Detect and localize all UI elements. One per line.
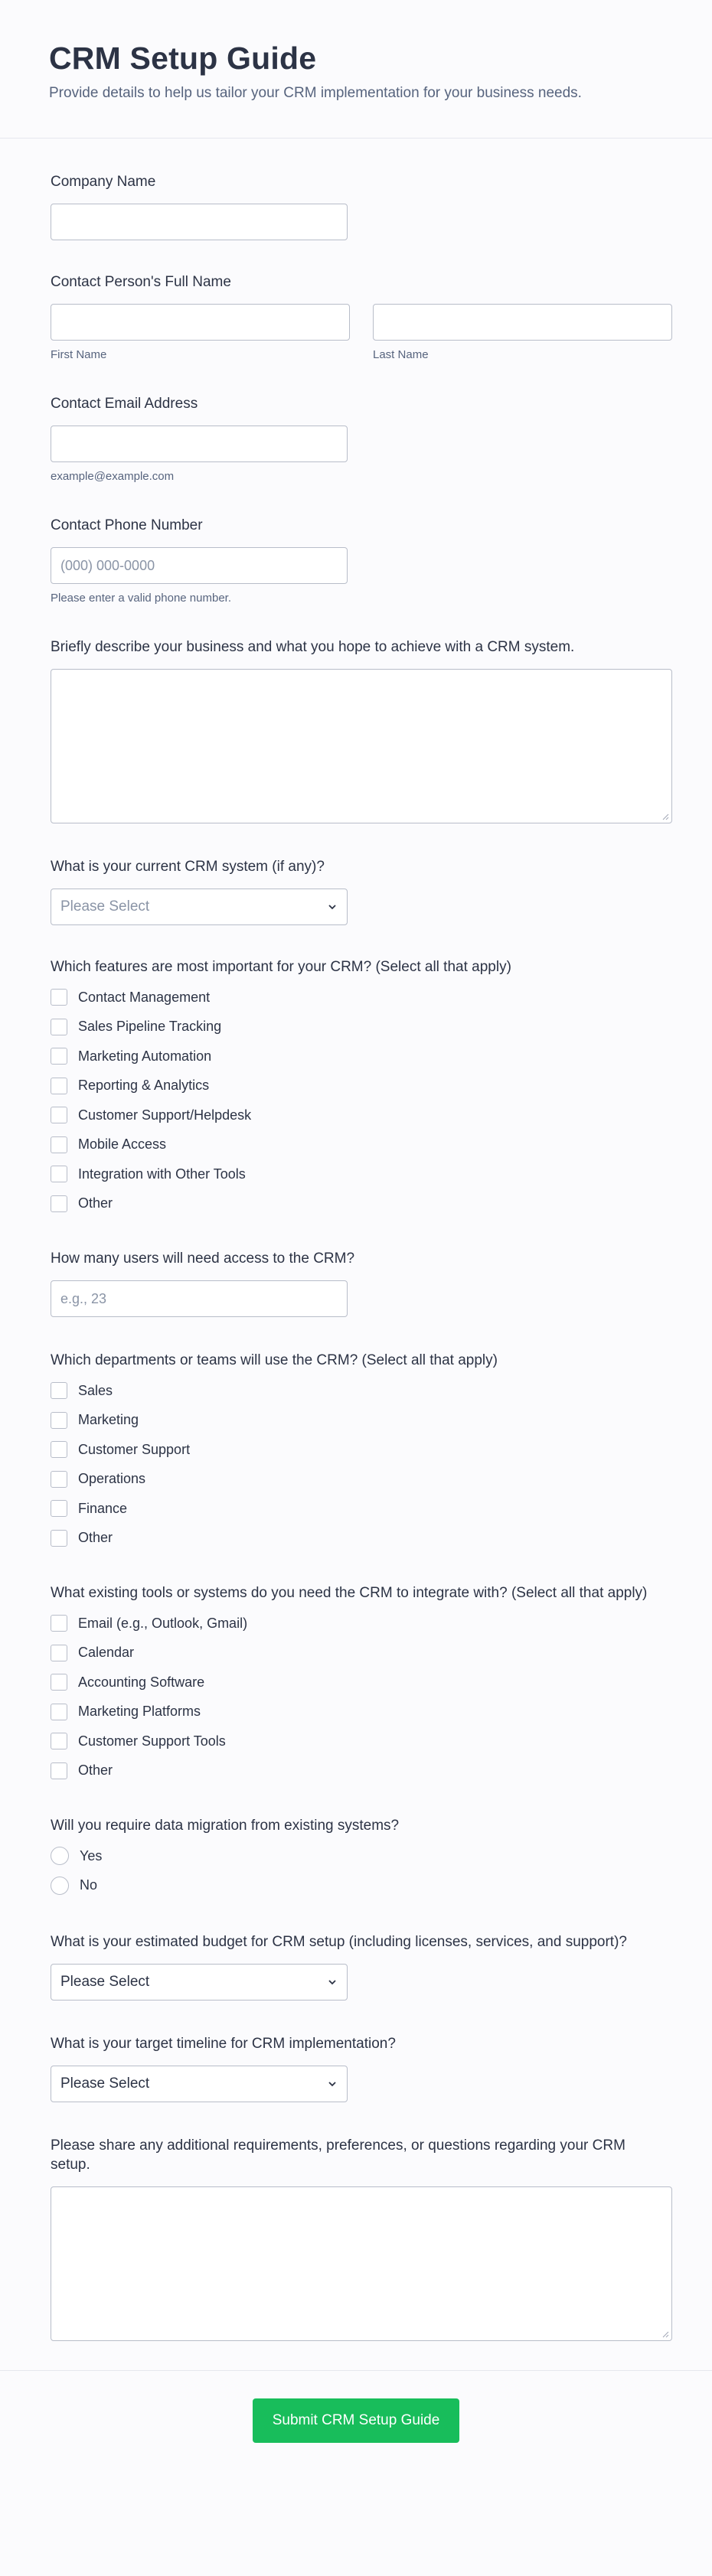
integration-option[interactable]: Customer Support Tools [51, 1727, 661, 1756]
department-option[interactable]: Customer Support [51, 1435, 661, 1465]
name-row [51, 304, 661, 362]
checkbox[interactable] [51, 1615, 67, 1632]
company-input[interactable] [51, 204, 348, 240]
first-name-input[interactable] [51, 304, 350, 341]
description-textarea[interactable] [51, 669, 672, 823]
feature-option[interactable]: Sales Pipeline Tracking [51, 1012, 661, 1042]
form-body [0, 139, 712, 2350]
submit-button[interactable]: Submit CRM Setup Guide [253, 2398, 459, 2443]
additional-field [40, 2111, 672, 2350]
integration-option[interactable]: Other [51, 1756, 661, 1786]
checkbox[interactable] [51, 1019, 67, 1035]
feature-option[interactable]: Customer Support/Helpdesk [51, 1101, 661, 1130]
current-crm-field [40, 833, 672, 934]
checkbox[interactable] [51, 1107, 67, 1123]
integrations-label: What existing tools or systems do you need the CRM to integrate with? (Select all that apply) [51, 1585, 648, 1601]
chevron-down-icon [327, 902, 338, 912]
phone-field [40, 493, 672, 615]
email-input[interactable] [51, 426, 348, 462]
department-option[interactable]: Sales [51, 1376, 661, 1406]
users-input[interactable]: e.g., 23 [51, 1280, 348, 1317]
resize-handle-icon[interactable] [661, 813, 669, 820]
integrations-field [40, 1562, 672, 1795]
department-option[interactable]: Marketing [51, 1406, 661, 1436]
department-option[interactable]: Operations [51, 1465, 661, 1495]
checkbox[interactable] [51, 1412, 67, 1429]
budget-select[interactable] [51, 1964, 348, 2000]
email-label: Contact Email Address [51, 396, 198, 412]
chevron-down-icon [327, 1977, 338, 1987]
email-sublabel: example@example.com [51, 470, 175, 483]
migration-options [51, 1841, 661, 1900]
contact-name-label: Contact Person's Full Name [51, 274, 231, 290]
page-subtitle: Provide details to help us tailor your CRM implementation for your business needs. [49, 85, 582, 101]
checkbox[interactable] [51, 1733, 67, 1749]
current-crm-placeholder: Please Select [60, 898, 150, 915]
last-name-sublabel: Last Name [373, 348, 429, 361]
phone-sublabel: Please enter a valid phone number. [51, 592, 231, 605]
company-label: Company Name [51, 174, 156, 190]
budget-value: Please Select [60, 1974, 150, 1990]
checkbox[interactable] [51, 1762, 67, 1779]
checkbox[interactable] [51, 1195, 67, 1212]
department-option[interactable]: Finance [51, 1494, 661, 1524]
timeline-value: Please Select [60, 2075, 150, 2092]
last-name-input[interactable] [373, 304, 672, 341]
checkbox[interactable] [51, 1704, 67, 1720]
migration-option-yes[interactable]: Yes [51, 1841, 661, 1871]
description-label: Briefly describe your business and what you hope to achieve with a CRM system. [51, 639, 575, 655]
first-name-sublabel: First Name [51, 348, 107, 361]
budget-label: What is your estimated budget for CRM setup (including licenses, services, and support)? [51, 1934, 627, 1950]
feature-option[interactable]: Marketing Automation [51, 1042, 661, 1071]
email-field [40, 371, 672, 493]
migration-label: Will you require data migration from existing systems? [51, 1818, 400, 1834]
current-crm-select[interactable] [51, 889, 348, 925]
phone-label: Contact Phone Number [51, 517, 203, 533]
form-header [0, 0, 712, 139]
integration-option[interactable]: Email (e.g., Outlook, Gmail) [51, 1609, 661, 1639]
first-name-col [51, 304, 350, 362]
features-label: Which features are most important for your CRM? (Select all that apply) [51, 959, 511, 975]
feature-option[interactable]: Integration with Other Tools [51, 1159, 661, 1189]
departments-label: Which departments or teams will use the CRM? (Select all that apply) [51, 1352, 498, 1368]
checkbox[interactable] [51, 1674, 67, 1691]
timeline-select[interactable] [51, 2066, 348, 2102]
company-field [40, 139, 672, 249]
integration-option[interactable]: Calendar [51, 1639, 661, 1668]
checkbox[interactable] [51, 1166, 67, 1182]
feature-option[interactable]: Other [51, 1189, 661, 1219]
checkbox[interactable] [51, 1136, 67, 1153]
additional-textarea[interactable] [51, 2186, 672, 2341]
contact-name-field [40, 249, 672, 371]
timeline-field [40, 2010, 672, 2111]
departments-field [40, 1326, 672, 1562]
description-field [40, 615, 672, 833]
checkbox[interactable] [51, 1048, 67, 1065]
integrations-options [51, 1609, 661, 1785]
timeline-label: What is your target timeline for CRM implementation? [51, 2036, 396, 2052]
budget-field [40, 1909, 672, 2010]
checkbox[interactable] [51, 1530, 67, 1547]
checkbox[interactable] [51, 1645, 67, 1661]
resize-handle-icon[interactable] [661, 2330, 669, 2338]
integration-option[interactable]: Marketing Platforms [51, 1697, 661, 1727]
feature-option[interactable]: Contact Management [51, 983, 661, 1012]
last-name-col [373, 304, 672, 362]
features-field [40, 934, 672, 1228]
checkbox[interactable] [51, 1441, 67, 1458]
users-label: How many users will need access to the CRM? [51, 1251, 355, 1267]
checkbox[interactable] [51, 1078, 67, 1094]
migration-option-no[interactable]: No [51, 1871, 661, 1901]
feature-option[interactable]: Mobile Access [51, 1130, 661, 1160]
chevron-down-icon [327, 2079, 338, 2089]
migration-field [40, 1795, 672, 1909]
phone-input[interactable]: (000) 000-0000 [51, 547, 348, 584]
checkbox[interactable] [51, 989, 67, 1006]
feature-option[interactable]: Reporting & Analytics [51, 1071, 661, 1101]
radio-button[interactable] [51, 1847, 69, 1865]
page-title: CRM Setup Guide [49, 41, 317, 76]
checkbox[interactable] [51, 1382, 67, 1399]
radio-button[interactable] [51, 1877, 69, 1895]
form-footer [0, 2370, 712, 2489]
features-options [51, 983, 661, 1218]
department-option[interactable]: Other [51, 1524, 661, 1554]
users-field [40, 1228, 672, 1326]
integration-option[interactable]: Accounting Software [51, 1668, 661, 1697]
departments-options [51, 1376, 661, 1553]
checkbox[interactable] [51, 1471, 67, 1488]
current-crm-label: What is your current CRM system (if any)? [51, 859, 325, 875]
additional-label: Please share any additional requirements, preferences, or questions regarding your CRM setup. [51, 2137, 625, 2173]
checkbox[interactable] [51, 1500, 67, 1517]
